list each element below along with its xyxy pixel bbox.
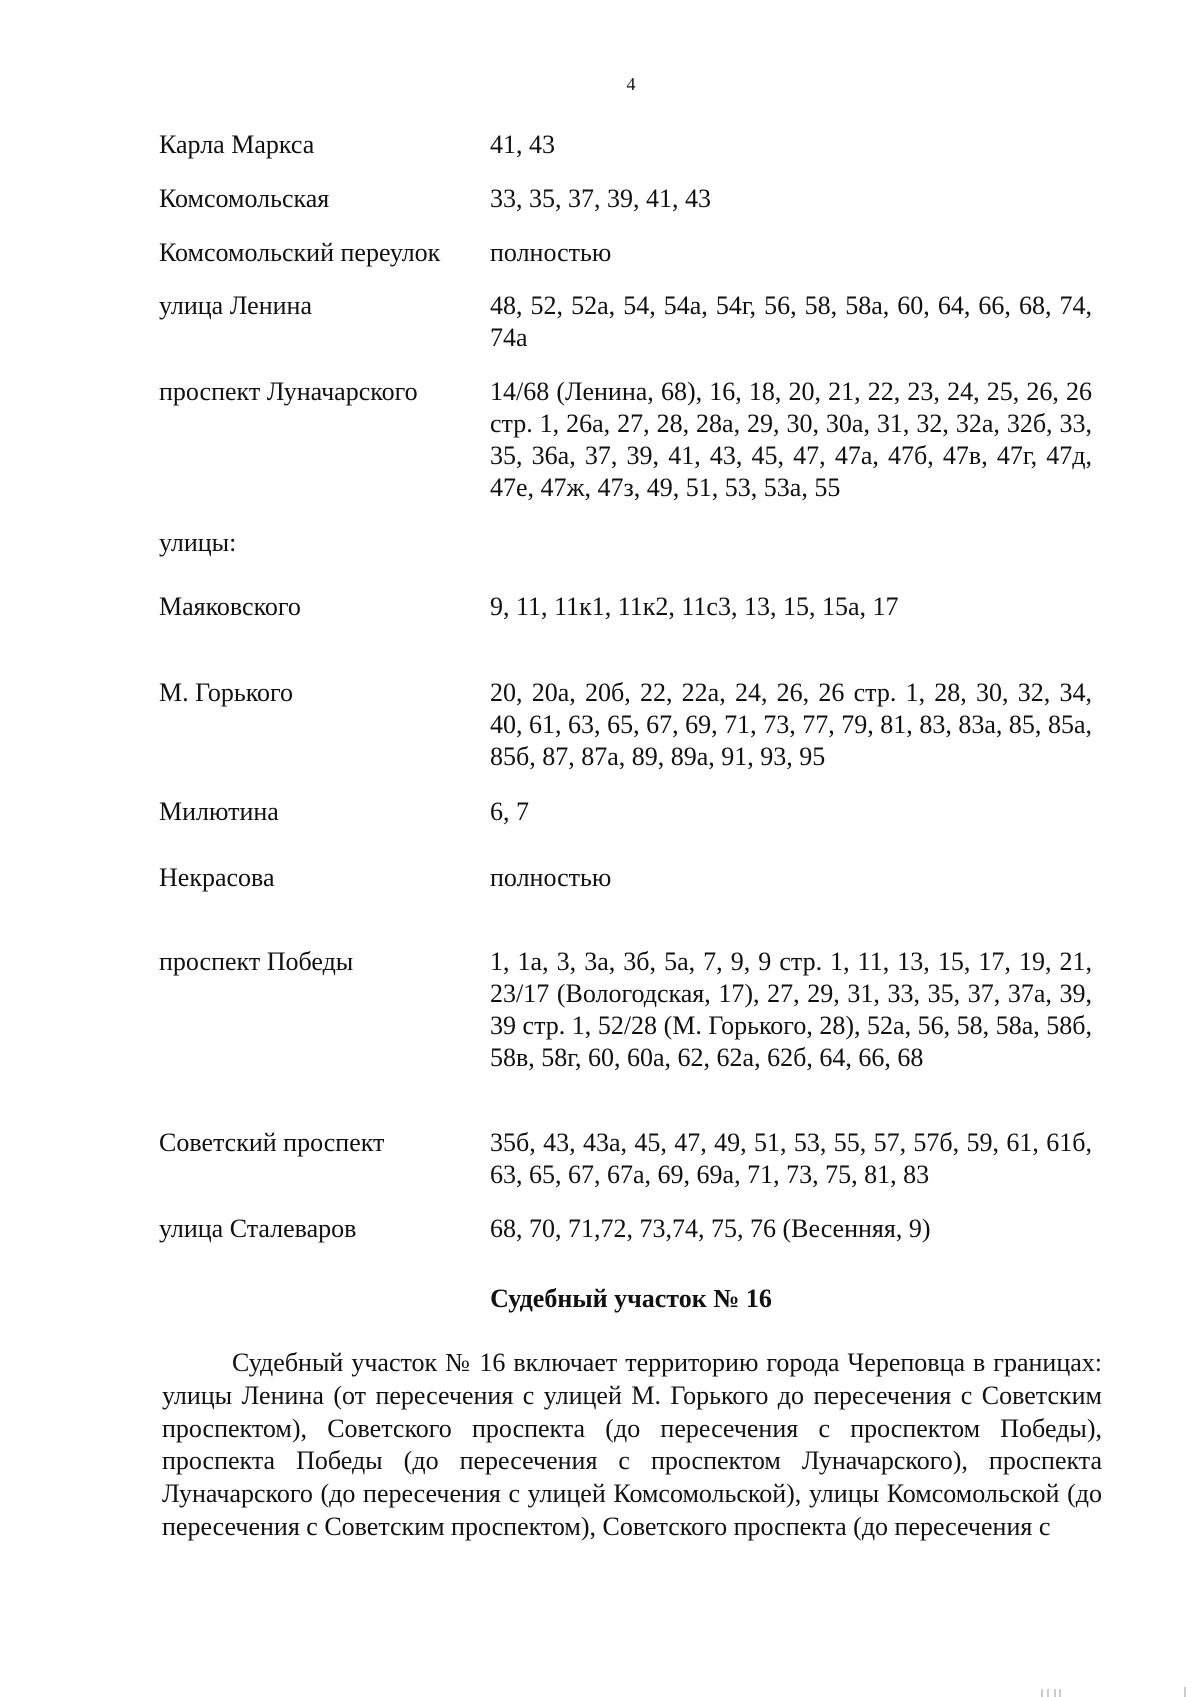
street-name: улица Ленина <box>159 291 312 320</box>
street-name: Некрасова <box>159 863 275 892</box>
street-name: Комсомольский переулок <box>159 238 441 267</box>
street-name: Милютина <box>159 797 279 826</box>
house-numbers: 33, 35, 37, 39, 41, 43 <box>490 184 711 213</box>
street-name: проспект Луначарского <box>159 377 418 406</box>
street-name: Советский проспект <box>159 1128 385 1157</box>
house-numbers: 48, 52, 52а, 54, 54а, 54г, 56, 58, 58а, 60, 64, 66, 68, 74, 74а <box>490 291 1092 352</box>
street-name: проспект Победы <box>159 947 354 976</box>
street-name: улица Сталеваров <box>159 1214 357 1243</box>
house-numbers: 9, 11, 11к1, 11к2, 11с3, 13, 15, 15а, 17 <box>490 592 899 621</box>
house-numbers: полностью <box>490 238 612 267</box>
street-name: Маяковского <box>159 592 301 621</box>
house-numbers: 20, 20а, 20б, 22, 22а, 24, 26, 26 стр. 1, 28, 30, 32, 34, 40, 61, 63, 65, 67, 69, 71, 73, 77, 79, 81, 83, 83а, 85, 85а, 85б, 87, 87а, 89, 89а, 91, 93, 95 <box>490 678 1092 771</box>
scan-marks <box>1000 1677 1200 1697</box>
house-numbers: 68, 70, 71,72, 73,74, 75, 76 (Весенняя, 9) <box>490 1214 931 1243</box>
section-paragraph: Судебный участок № 16 включает территорию города Череповца в границах: улицы Ленина (от пересечения с улицей М. Горького до пересечения с Советским проспектом), Советского проспекта (до пересечения с проспектом Победы), проспекта Победы (до пересечения с проспектом Луначарского), проспекта Луначарского (до пересечения с улицей Комсомольской), улицы Комсомольской (до пересечения с Советским проспектом), Советского проспекта (до пересечения с <box>162 1348 1102 1541</box>
street-name: Карла Маркса <box>159 130 315 159</box>
house-numbers: 35б, 43, 43а, 45, 47, 49, 51, 53, 55, 57, 57б, 59, 61, 61б, 63, 65, 67, 67а, 69, 69а, 71, 73, 75, 81, 83 <box>490 1128 1092 1189</box>
house-numbers: 1, 1а, 3, 3а, 3б, 5а, 7, 9, 9 стр. 1, 11, 13, 15, 17, 19, 21, 23/17 (Вологодская, 17), 27, 29, 31, 33, 35, 37, 37а, 39, 39 стр. 1, 52/28 (М. Горького, 28), 52а, 56, 58, 58а, 58б, 58в, 58г, 60, 60а, 62, 62а, 62б, 64, 66, 68 <box>490 947 1092 1072</box>
house-numbers: 41, 43 <box>490 130 555 159</box>
page-number: 4 <box>626 74 636 94</box>
streets-subheading: улицы: <box>159 528 237 557</box>
street-name: М. Горького <box>159 678 294 707</box>
section-heading: Судебный участок № 16 <box>490 1284 772 1313</box>
street-name: Комсомольская <box>159 184 330 213</box>
house-numbers: 14/68 (Ленина, 68), 16, 18, 20, 21, 22, 23, 24, 25, 26, 26 стр. 1, 26а, 27, 28, 28а, 29, 30, 30а, 31, 32, 32а, 32б, 33, 35, 36а, 37, 39, 41, 43, 45, 47, 47а, 47б, 47в, 47г, 47д, 47е, 47ж, 47з, 49, 51, 53, 53а, 55 <box>490 377 1092 502</box>
house-numbers: полностью <box>490 863 612 892</box>
house-numbers: 6, 7 <box>490 797 529 826</box>
